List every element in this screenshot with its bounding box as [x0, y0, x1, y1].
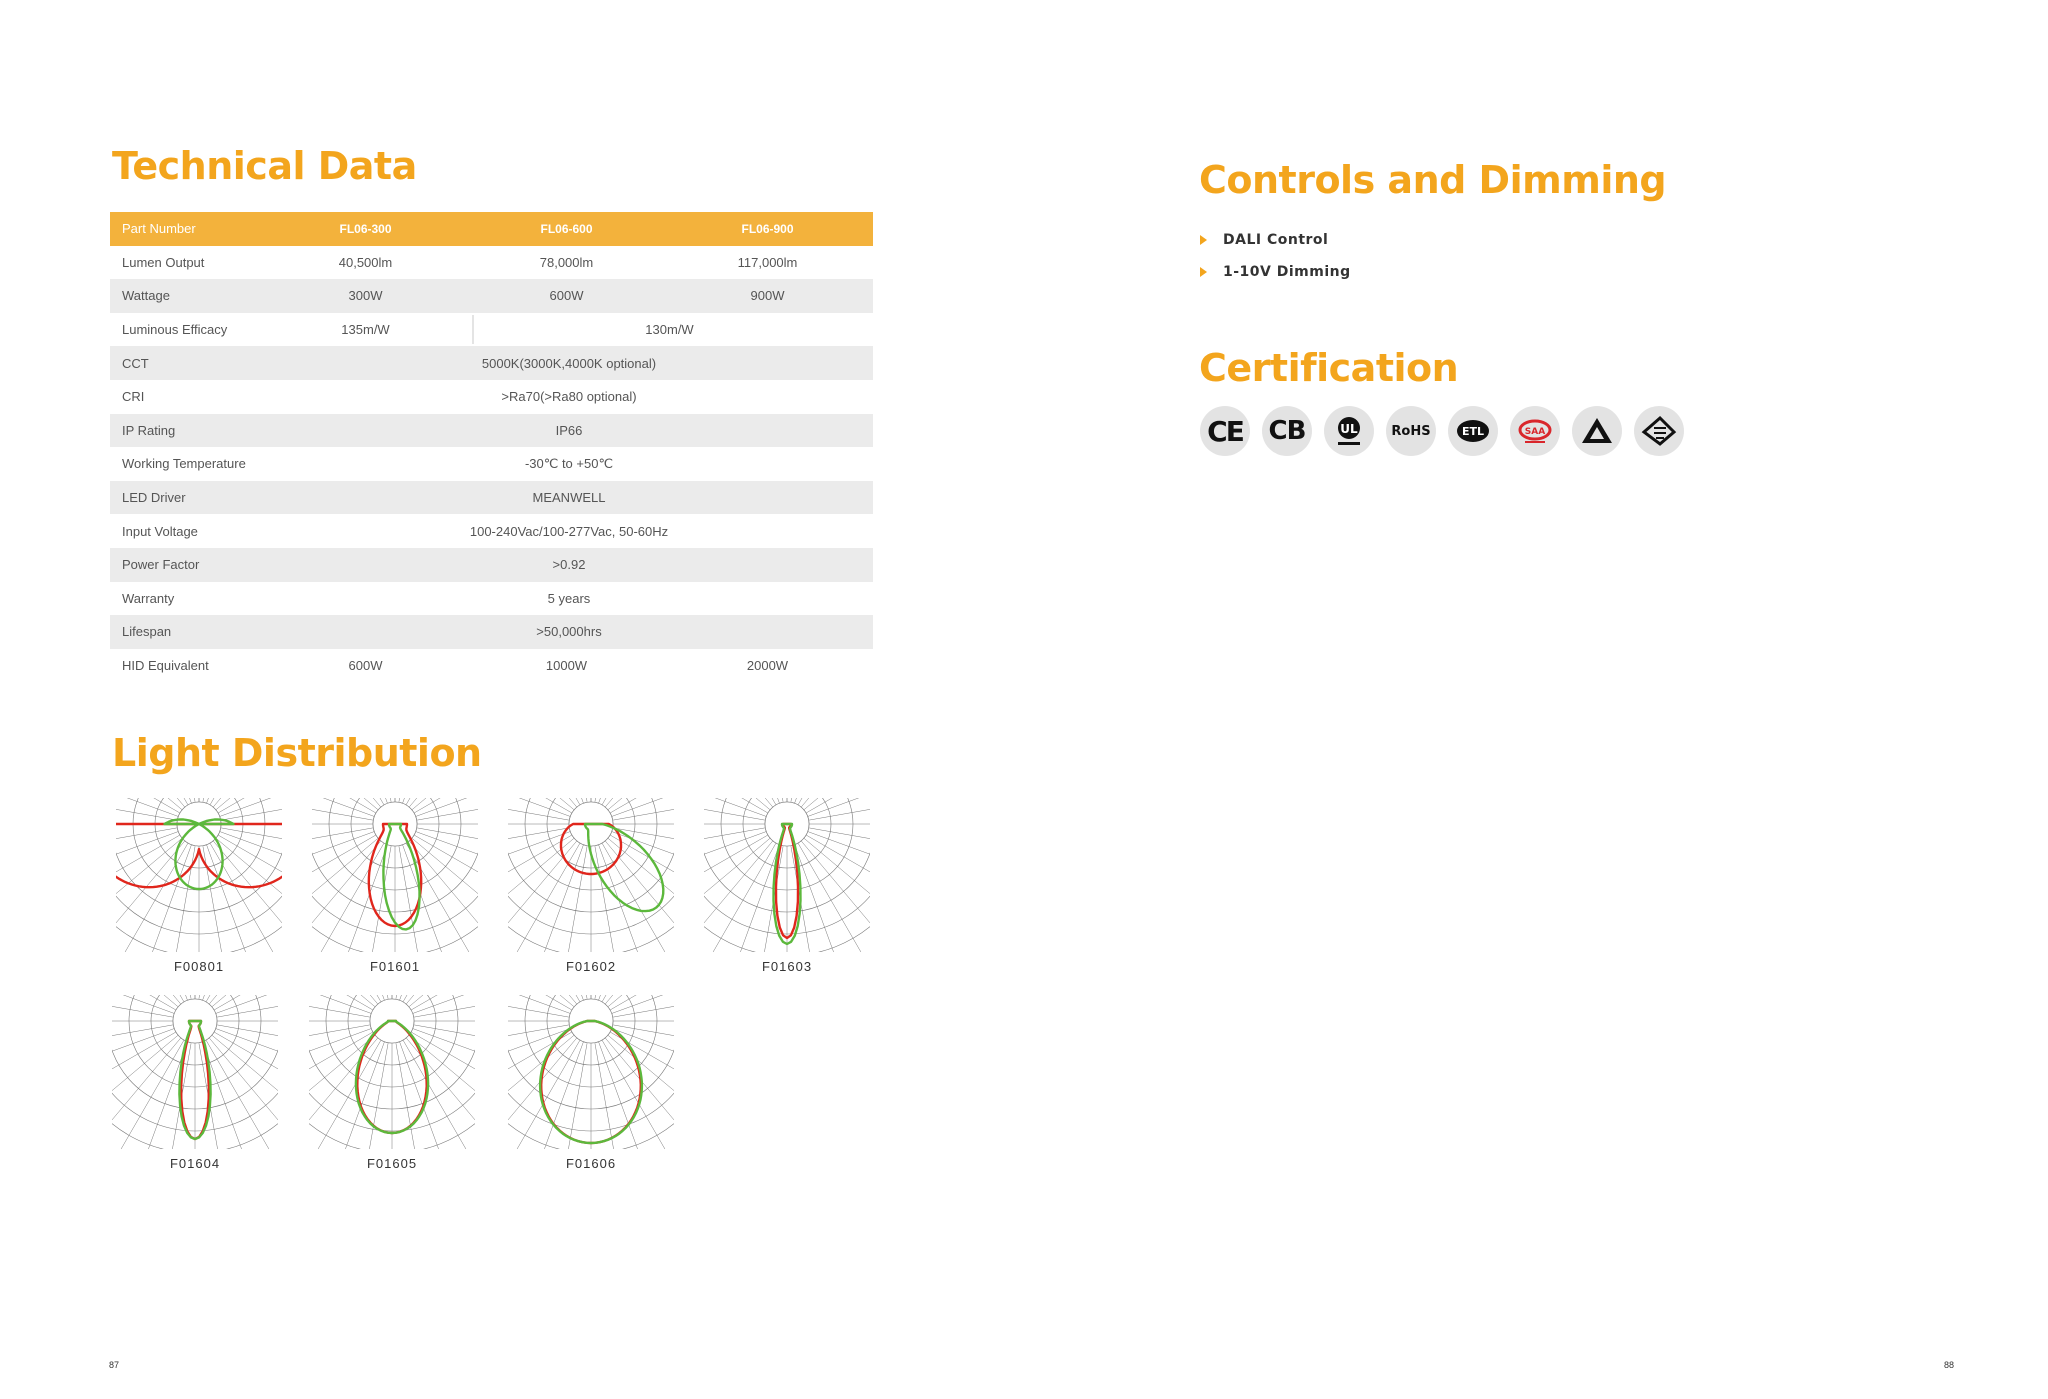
grid-radial [210, 843, 284, 954]
grid-radial [506, 841, 577, 954]
grid-radial [114, 796, 177, 820]
grid-radial [719, 845, 780, 954]
cell: 78,000lm [539, 254, 594, 270]
grid-radial [110, 1038, 181, 1151]
cb-icon: CB [1262, 406, 1312, 456]
header-fl06-900: FL06-900 [741, 221, 794, 236]
table-row-power-factor [110, 548, 873, 582]
grid-radial [602, 796, 676, 805]
grid-radial [798, 843, 872, 954]
grid-radial [610, 796, 676, 813]
grid-radial [412, 838, 480, 952]
diagram-caption: F01605 [366, 1156, 418, 1171]
grid-radial [110, 993, 184, 1002]
row-label: CRI [122, 389, 145, 405]
cell: 900W [750, 288, 785, 304]
cell: >Ra70(>Ra80 optional) [501, 389, 637, 405]
grid-radial [406, 843, 480, 954]
polar-diagram-svg [506, 796, 676, 954]
cell: 5000K(3000K,4000K optional) [481, 355, 657, 371]
grid-radial [110, 1029, 174, 1090]
grid-radial [801, 841, 872, 954]
grid-radial [613, 796, 676, 820]
grid-radial [114, 796, 188, 805]
row-label: CCT [122, 355, 149, 371]
polar-diagram-svg [702, 796, 872, 954]
grid-radial [523, 1042, 584, 1151]
grid-radial [114, 796, 185, 807]
grid-radial [114, 796, 182, 810]
grid-radial [599, 1042, 660, 1151]
grid-radial [414, 796, 480, 813]
control-label: DALI Control [1223, 232, 1329, 248]
grid-radial [203, 846, 234, 954]
grid-radial [595, 1043, 626, 1151]
grid-radial [110, 993, 173, 1017]
grid-radial [307, 993, 378, 1004]
grid-radial [310, 796, 378, 810]
grid-radial [702, 841, 773, 954]
certification-title: Certification [1199, 346, 1459, 390]
page-number-left: 87 [109, 1360, 120, 1370]
grid-radial [110, 1040, 184, 1151]
grid-radial [213, 796, 284, 807]
cell: 5 years [547, 590, 591, 606]
grid-radial [506, 993, 577, 1004]
controls-dimming-title: Controls and Dimming [1199, 158, 1667, 202]
bullet-triangle-icon [1200, 235, 1207, 245]
grid-radial [110, 1035, 178, 1149]
grid-radial [605, 993, 676, 1004]
cell: 130m/W [645, 322, 694, 338]
grid-radial [602, 993, 676, 1002]
grid-radial [409, 993, 477, 1007]
polar-diagram-f00801 [114, 796, 284, 954]
grid-radial [801, 796, 872, 807]
grid-radial [702, 843, 776, 954]
cell: -30℃ to +50℃ [524, 455, 614, 471]
grid-radial [307, 993, 381, 1002]
grid-radial [327, 845, 388, 954]
cell: 300W [348, 288, 383, 304]
grid-radial [409, 796, 480, 807]
table-row-lifespan [110, 615, 873, 649]
grid-radial [310, 796, 373, 820]
grid-radial [523, 845, 584, 954]
diagram-caption: F01604 [169, 1156, 221, 1171]
ce-icon: CE [1200, 406, 1250, 456]
grid-radial [406, 796, 480, 805]
rohs-icon: RoHS [1386, 406, 1436, 456]
grid-radial [506, 993, 580, 1002]
rcm-icon [1572, 406, 1622, 456]
table-row-temperature [110, 447, 873, 481]
grid-radial [307, 1038, 378, 1151]
cell: 40,500lm [338, 254, 393, 270]
cell: 600W [348, 658, 383, 674]
row-label: Input Voltage [122, 523, 198, 539]
grid-radial [556, 846, 587, 954]
polar-diagram-f01601 [310, 796, 480, 954]
grid-radial [506, 796, 574, 810]
grid-radial [406, 993, 477, 1004]
grid-radial [809, 796, 872, 820]
grid-radial [206, 993, 280, 1002]
grid-radial [114, 796, 180, 813]
grid-radial [324, 1042, 385, 1151]
grid-radial [610, 993, 676, 1010]
grid-radial [110, 993, 178, 1007]
grid-radial [160, 1043, 191, 1151]
gs-icon [1634, 406, 1684, 456]
grid-radial [307, 993, 375, 1007]
grid-radial [114, 843, 188, 954]
grid-radial [218, 796, 284, 813]
svg-text:SAA: SAA [1524, 427, 1546, 437]
cell: >0.92 [552, 557, 586, 573]
cell: 600W [549, 288, 584, 304]
technical-data-title: Technical Data [112, 144, 417, 188]
grid-radial [506, 993, 574, 1007]
cell: 117,000lm [737, 254, 798, 270]
grid-radial [702, 838, 770, 952]
grid-radial [400, 1042, 461, 1151]
grid-radial [506, 993, 569, 1017]
grid-radial [403, 845, 464, 954]
grid-radial [164, 846, 195, 954]
grid-radial [702, 796, 773, 807]
grid-radial [213, 841, 284, 954]
row-label: Power Factor [122, 557, 200, 573]
polar-diagram-svg [110, 993, 280, 1151]
cell-divider [472, 315, 474, 345]
svg-text:ETL: ETL [1461, 425, 1485, 438]
grid-radial [310, 838, 378, 952]
polar-diagram-svg [506, 993, 676, 1151]
row-label: LED Driver [122, 490, 186, 506]
grid-radial [114, 838, 182, 952]
grid-radial [602, 843, 676, 954]
grid-radial [216, 796, 284, 810]
diagram-caption: F01601 [369, 959, 421, 974]
grid-radial [207, 845, 268, 954]
grid-radial [403, 993, 477, 1002]
etl-icon [1448, 406, 1498, 456]
table-row-cct [110, 346, 873, 380]
grid-radial [307, 993, 373, 1010]
header-fl06-300: FL06-300 [339, 221, 392, 236]
grid-radial [209, 993, 280, 1004]
ul-icon [1324, 406, 1374, 456]
grid-radial [608, 993, 676, 1007]
svg-text:UL: UL [1340, 422, 1358, 436]
row-label: Wattage [122, 288, 170, 304]
technical-data-table [110, 212, 873, 682]
grid-radial [506, 993, 572, 1010]
grid-radial [310, 843, 384, 954]
grid-radial [804, 796, 872, 810]
grid-radial [199, 1043, 230, 1151]
polar-diagram-f01605 [307, 993, 477, 1151]
table-row-cri [110, 380, 873, 414]
row-label: Working Temperature [122, 456, 246, 472]
grid-radial [608, 796, 676, 810]
polar-diagram-f01606 [506, 993, 676, 1151]
grid-radial [702, 796, 770, 810]
grid-radial [702, 796, 768, 813]
grid-radial [411, 993, 477, 1010]
grid-radial [216, 1029, 280, 1090]
grid-radial [702, 796, 765, 820]
saa-icon [1510, 406, 1560, 456]
polar-diagram-f01603 [702, 796, 872, 954]
grid-radial [406, 1038, 477, 1151]
grid-radial [310, 796, 384, 805]
grid-radial [310, 796, 381, 807]
grid-radial [506, 796, 572, 813]
grid-radial [506, 796, 577, 807]
grid-radial [212, 1035, 280, 1149]
table-row-hid [110, 649, 873, 683]
grid-radial [605, 796, 676, 807]
table-row-ip [110, 414, 873, 448]
grid-radial [307, 993, 370, 1017]
grid-radial [209, 1038, 280, 1151]
cell: 100-240Vac/100-277Vac, 50-60Hz [469, 523, 669, 539]
grid-radial [506, 796, 580, 805]
grid-radial [114, 841, 185, 954]
grid-radial [212, 993, 280, 1007]
row-label: HID Equivalent [122, 658, 209, 674]
table-header-row [110, 212, 873, 246]
grid-radial [702, 832, 766, 893]
grid-radial [702, 796, 776, 805]
grid-radial [214, 993, 280, 1010]
polar-diagram-svg [307, 993, 477, 1151]
grid-radial [403, 1040, 477, 1151]
table-row-wattage [110, 279, 873, 313]
table-row-lumen [110, 246, 873, 280]
row-label: Lumen Output [122, 254, 205, 270]
grid-radial [221, 796, 284, 820]
grid-radial [131, 845, 192, 954]
grid-radial [414, 993, 477, 1017]
diagram-caption: F01606 [565, 1156, 617, 1171]
cell: MEANWELL [532, 490, 606, 506]
grid-radial [806, 796, 872, 813]
header-fl06-600: FL06-600 [540, 221, 593, 236]
grid-radial [798, 796, 872, 805]
grid-radial [556, 1043, 587, 1151]
polar-diagram-f01604 [110, 993, 280, 1151]
grid-radial [110, 993, 181, 1004]
grid-radial [210, 796, 284, 805]
grid-radial [217, 993, 280, 1017]
grid-radial [599, 845, 660, 954]
grid-radial [416, 832, 480, 893]
diagram-caption: F00801 [173, 959, 225, 974]
cell: 135m/W [341, 322, 390, 338]
polar-diagram-svg [114, 796, 284, 954]
cell: >50,000hrs [536, 624, 602, 640]
grid-radial [110, 993, 176, 1010]
table-row-warranty [110, 582, 873, 616]
grid-radial [417, 796, 480, 820]
table-row-driver [110, 481, 873, 515]
page-number-right: 88 [1944, 1360, 1955, 1370]
grid-radial [310, 832, 374, 893]
grid-radial [808, 832, 872, 893]
grid-radial [804, 838, 872, 952]
row-label: Luminous Efficacy [122, 322, 228, 338]
control-label: 1-10V Dimming [1223, 264, 1351, 280]
cell: 2000W [746, 658, 789, 674]
polar-diagram-svg [310, 796, 480, 954]
cell: IP66 [555, 422, 583, 438]
control-item-dali [1200, 232, 1328, 248]
cell: 1000W [545, 658, 588, 674]
grid-radial [310, 796, 376, 813]
table-row-efficacy [110, 313, 873, 347]
grid-radial [506, 843, 580, 954]
diagram-caption: F01602 [565, 959, 617, 974]
table-row-voltage [110, 514, 873, 548]
diagram-caption: F01603 [761, 959, 813, 974]
control-item-dimming [1200, 264, 1351, 280]
row-label: Warranty [122, 590, 175, 606]
grid-radial [206, 1040, 280, 1151]
row-label: IP Rating [122, 422, 176, 438]
light-distribution-title: Light Distribution [112, 731, 482, 775]
bullet-triangle-icon [1200, 267, 1207, 277]
grid-radial [506, 796, 569, 820]
polar-diagram-f01602 [506, 796, 676, 954]
header-part-number: Part Number [122, 221, 196, 237]
row-label: Lifespan [122, 624, 172, 640]
grid-radial [307, 1040, 381, 1151]
grid-radial [216, 838, 284, 952]
grid-radial [795, 845, 856, 954]
grid-radial [613, 993, 676, 1017]
grid-radial [412, 796, 480, 810]
